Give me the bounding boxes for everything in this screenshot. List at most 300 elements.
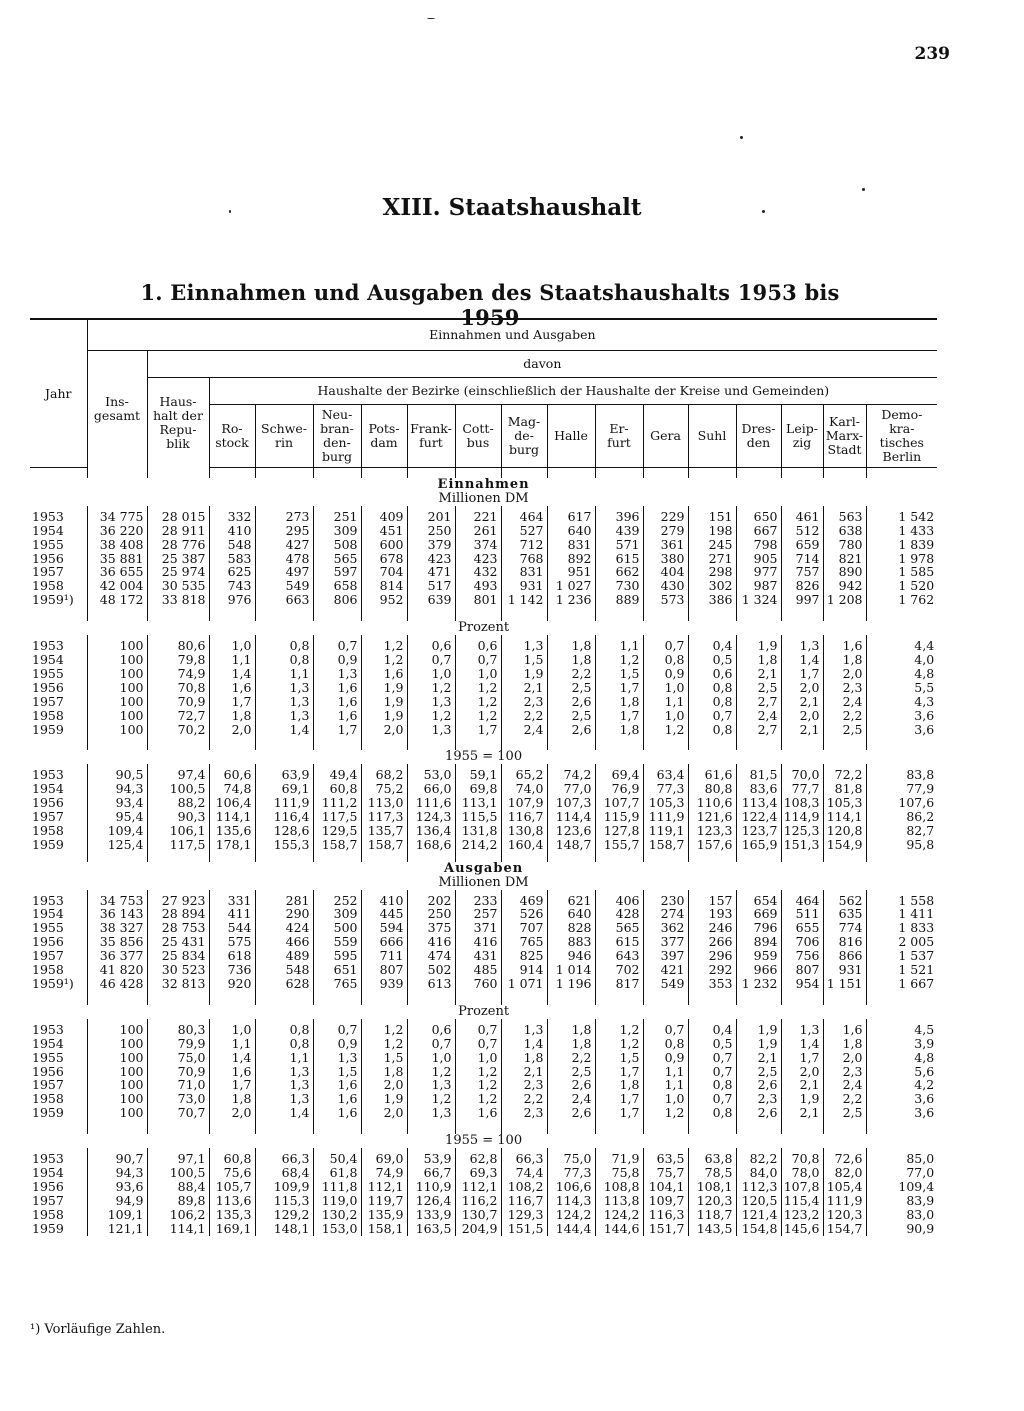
- spacer-cell: [313, 991, 361, 1005]
- data-cell: 667: [736, 524, 781, 538]
- data-cell: 430: [643, 579, 688, 593]
- spacer-cell: [501, 1120, 547, 1134]
- data-cell: 1,7: [781, 667, 823, 681]
- data-cell: 105,4: [823, 1180, 866, 1194]
- spacer-cell: [147, 852, 209, 862]
- data-cell: 100: [87, 653, 147, 667]
- data-cell: 35 856: [87, 935, 147, 949]
- spacer-cell: [501, 736, 547, 750]
- header-region-berlin: Demo- kra- tisches Berlin: [866, 405, 937, 468]
- data-cell: 94,3: [87, 1166, 147, 1180]
- spacer-cell: [30, 1120, 87, 1134]
- spacer-cell: [30, 736, 87, 750]
- data-cell: 144,6: [595, 1222, 643, 1236]
- data-cell: 1 833: [866, 921, 937, 935]
- data-cell: 1,8: [209, 709, 255, 723]
- data-cell: 0,7: [643, 1023, 688, 1037]
- data-cell: 1 537: [866, 949, 937, 963]
- data-cell: 148,7: [547, 838, 595, 852]
- data-cell: 25 974: [147, 565, 209, 579]
- data-cell: 120,3: [688, 1194, 736, 1208]
- data-cell: 889: [595, 593, 643, 607]
- data-cell: 1 839: [866, 538, 937, 552]
- spacer-cell: [209, 607, 255, 621]
- data-cell: 976: [209, 593, 255, 607]
- data-cell: 410: [209, 524, 255, 538]
- row-year: 1957: [32, 1077, 64, 1093]
- data-cell: 493: [455, 579, 501, 593]
- data-cell: 1,1: [209, 653, 255, 667]
- data-cell: 74,8: [209, 782, 255, 796]
- data-cell: 1,9: [361, 709, 407, 723]
- data-cell: 2,2: [501, 709, 547, 723]
- data-cell: 0,7: [688, 1092, 736, 1106]
- data-cell: 375: [407, 921, 455, 935]
- data-cell: 478: [255, 552, 313, 566]
- spacer-cell: [866, 1120, 937, 1134]
- data-cell: 1,4: [781, 1037, 823, 1051]
- section-unit: [30, 621, 937, 635]
- data-cell: 106,2: [147, 1208, 209, 1222]
- data-cell: 466: [255, 935, 313, 949]
- data-cell: 66,3: [501, 1152, 547, 1166]
- data-cell: 3,6: [866, 723, 937, 737]
- data-cell: 28 911: [147, 524, 209, 538]
- data-cell: 69,1: [255, 782, 313, 796]
- data-cell: 34 753: [87, 894, 147, 908]
- data-cell: 1,8: [823, 653, 866, 667]
- data-cell: 618: [209, 949, 255, 963]
- data-cell: 5,6: [866, 1065, 937, 1079]
- data-cell: 1 978: [866, 552, 937, 566]
- data-cell: 4,5: [866, 1023, 937, 1037]
- data-cell: 1,4: [209, 1051, 255, 1065]
- data-cell: 2,1: [501, 681, 547, 695]
- data-cell: 274: [643, 907, 688, 921]
- data-cell: 0,8: [255, 1023, 313, 1037]
- spacer-cell: [643, 991, 688, 1005]
- data-cell: 50,4: [313, 1152, 361, 1166]
- data-cell: 1,1: [643, 1078, 688, 1092]
- row-year: 1956: [32, 1063, 64, 1079]
- data-cell: 2,3: [823, 1065, 866, 1079]
- data-cell: 1 521: [866, 963, 937, 977]
- data-cell: 281: [255, 894, 313, 908]
- data-cell: 1,7: [595, 1106, 643, 1120]
- data-cell: 246: [688, 921, 736, 935]
- data-cell: 82,0: [823, 1166, 866, 1180]
- data-cell: 124,3: [407, 810, 455, 824]
- data-cell: 28 776: [147, 538, 209, 552]
- data-cell: 108,3: [781, 796, 823, 810]
- data-cell: 0,9: [643, 1051, 688, 1065]
- data-cell: 75,0: [147, 1051, 209, 1065]
- spacer-cell: [688, 1120, 736, 1134]
- data-cell: 377: [643, 935, 688, 949]
- table-row: [30, 894, 937, 908]
- spacer-cell: [255, 1120, 313, 1134]
- data-cell: 46 428: [87, 977, 147, 991]
- section-unit: [30, 1134, 937, 1148]
- data-cell: 831: [501, 565, 547, 579]
- header-region-neubrandenburg: Neu- bran- den- burg: [313, 405, 361, 468]
- data-cell: 193: [688, 907, 736, 921]
- data-cell: 119,1: [643, 824, 688, 838]
- data-cell: 114,9: [781, 810, 823, 824]
- data-cell: 38 327: [87, 921, 147, 935]
- spacer-cell: [147, 1120, 209, 1134]
- data-cell: 90,9: [866, 1222, 937, 1236]
- data-cell: 1 232: [736, 977, 781, 991]
- spacer-cell: [781, 736, 823, 750]
- data-cell: 80,3: [147, 1023, 209, 1037]
- data-cell: 1 027: [547, 579, 595, 593]
- spacer-cell: [30, 852, 87, 862]
- data-cell: 380: [643, 552, 688, 566]
- spacer-cell: [209, 1120, 255, 1134]
- row-year: 1958: [32, 822, 64, 838]
- data-cell: 100,5: [147, 1166, 209, 1180]
- data-cell: 302: [688, 579, 736, 593]
- spacer-cell: [87, 852, 147, 862]
- header-year: Jahr: [30, 319, 87, 468]
- data-cell: 883: [547, 935, 595, 949]
- data-cell: 110,6: [688, 796, 736, 810]
- data-cell: 63,4: [643, 768, 688, 782]
- data-cell: 123,7: [736, 824, 781, 838]
- data-cell: 1,5: [313, 1065, 361, 1079]
- data-cell: 1,8: [736, 653, 781, 667]
- data-cell: 77,3: [643, 782, 688, 796]
- data-cell: 410: [361, 894, 407, 908]
- data-cell: 2,6: [547, 1078, 595, 1092]
- data-cell: 757: [781, 565, 823, 579]
- data-cell: 1 196: [547, 977, 595, 991]
- data-cell: 80,6: [147, 639, 209, 653]
- data-cell: 2,4: [501, 723, 547, 737]
- data-cell: 60,8: [209, 1152, 255, 1166]
- data-cell: 3,6: [866, 1092, 937, 1106]
- data-cell: 2,0: [361, 1106, 407, 1120]
- data-cell: 1,8: [361, 1065, 407, 1079]
- spacer-cell: [87, 736, 147, 750]
- section-unit-cell: Millionen DM: [438, 490, 529, 506]
- data-cell: 155,3: [255, 838, 313, 852]
- data-cell: 116,4: [255, 810, 313, 824]
- data-cell: 1 585: [866, 565, 937, 579]
- table-row: [30, 935, 937, 949]
- spacer-cell: [87, 607, 147, 621]
- spacer-row: [30, 607, 937, 621]
- data-cell: 396: [595, 510, 643, 524]
- data-cell: 108,8: [595, 1180, 643, 1194]
- spacer-cell: [547, 1120, 595, 1134]
- data-cell: 2,5: [736, 681, 781, 695]
- data-cell: 76,9: [595, 782, 643, 796]
- data-cell: 1,0: [643, 681, 688, 695]
- data-cell: 942: [823, 579, 866, 593]
- data-cell: 736: [209, 963, 255, 977]
- data-cell: 816: [823, 935, 866, 949]
- spacer-cell: [209, 991, 255, 1005]
- data-cell: 1,2: [643, 1106, 688, 1120]
- data-cell: 1,3: [255, 1078, 313, 1092]
- data-cell: 625: [209, 565, 255, 579]
- spacer-cell: [455, 991, 501, 1005]
- data-cell: 233: [455, 894, 501, 908]
- chapter-title: XIII. Staatshaushalt: [382, 194, 642, 221]
- row-year: 1955: [32, 920, 64, 936]
- spacer-cell: [147, 736, 209, 750]
- data-cell: 663: [255, 593, 313, 607]
- data-cell: 116,7: [501, 810, 547, 824]
- spacer-cell: [781, 991, 823, 1005]
- data-cell: 2,1: [736, 667, 781, 681]
- data-cell: 353: [688, 977, 736, 991]
- data-cell: 113,1: [455, 796, 501, 810]
- data-cell: 33 818: [147, 593, 209, 607]
- data-cell: 1,1: [255, 1051, 313, 1065]
- data-cell: 68,2: [361, 768, 407, 782]
- data-cell: 128,6: [255, 824, 313, 838]
- data-cell: 27 923: [147, 894, 209, 908]
- data-cell: 595: [313, 949, 361, 963]
- row-year: 1959: [32, 1105, 64, 1121]
- data-cell: 760: [455, 977, 501, 991]
- header-davon: davon: [147, 351, 937, 378]
- section-unit-cell: Millionen DM: [438, 874, 529, 890]
- data-cell: 638: [823, 524, 866, 538]
- header-einnahmen-ausgaben: Einnahmen und Ausgaben: [87, 319, 937, 351]
- data-cell: 1,0: [209, 639, 255, 653]
- data-cell: 1,7: [595, 709, 643, 723]
- data-cell: 25 431: [147, 935, 209, 949]
- data-cell: 706: [781, 935, 823, 949]
- data-cell: 136,4: [407, 824, 455, 838]
- spacer-cell: [407, 991, 455, 1005]
- data-cell: 158,7: [313, 838, 361, 852]
- data-cell: 361: [643, 538, 688, 552]
- data-cell: 62,8: [455, 1152, 501, 1166]
- data-cell: 120,8: [823, 824, 866, 838]
- data-cell: 88,2: [147, 796, 209, 810]
- data-cell: 421: [643, 963, 688, 977]
- data-cell: 362: [643, 921, 688, 935]
- data-cell: 68,4: [255, 1166, 313, 1180]
- data-cell: 202: [407, 894, 455, 908]
- scan-speck: [862, 188, 865, 191]
- data-cell: 125,4: [87, 838, 147, 852]
- data-cell: 1,7: [209, 695, 255, 709]
- section-heading-cell: Ausgaben: [443, 860, 524, 876]
- header-region-erfurt: Er- furt: [595, 405, 643, 468]
- data-cell: 97,4: [147, 768, 209, 782]
- data-cell: 77,3: [547, 1166, 595, 1180]
- spacer-cell: [255, 468, 313, 479]
- table-row: [30, 667, 937, 681]
- data-cell: 130,7: [455, 1208, 501, 1222]
- data-cell: 1,2: [455, 695, 501, 709]
- data-cell: 2,0: [361, 1078, 407, 1092]
- table-row: [30, 1166, 937, 1180]
- data-cell: 1,2: [361, 1023, 407, 1037]
- data-cell: 100: [87, 667, 147, 681]
- table-row: [30, 1037, 937, 1051]
- data-cell: 198: [688, 524, 736, 538]
- data-cell: 0,8: [643, 1037, 688, 1051]
- data-cell: 72,2: [823, 768, 866, 782]
- data-cell: 0,8: [255, 639, 313, 653]
- data-cell: 63,9: [255, 768, 313, 782]
- data-cell: 221: [455, 510, 501, 524]
- data-cell: 114,1: [823, 810, 866, 824]
- data-cell: 825: [501, 949, 547, 963]
- table-row: [30, 796, 937, 810]
- data-cell: 2,2: [501, 1092, 547, 1106]
- data-cell: 1,2: [455, 1078, 501, 1092]
- data-cell: 1,2: [455, 681, 501, 695]
- row-year: 1956: [32, 934, 64, 950]
- data-cell: 655: [781, 921, 823, 935]
- data-cell: 1,4: [255, 723, 313, 737]
- data-cell: 4,0: [866, 653, 937, 667]
- footnote: ¹) Vorläufige Zahlen.: [30, 1322, 166, 1337]
- spacer-cell: [361, 468, 407, 479]
- data-cell: 807: [781, 963, 823, 977]
- spacer-cell: [823, 1120, 866, 1134]
- data-cell: 70,0: [781, 768, 823, 782]
- data-cell: 544: [209, 921, 255, 935]
- data-cell: 290: [255, 907, 313, 921]
- data-cell: 28 894: [147, 907, 209, 921]
- data-cell: 201: [407, 510, 455, 524]
- data-cell: 131,8: [455, 824, 501, 838]
- spacer-cell: [209, 468, 255, 479]
- data-cell: 298: [688, 565, 736, 579]
- data-cell: 123,3: [688, 824, 736, 838]
- data-cell: 0,6: [407, 639, 455, 653]
- data-cell: 2,5: [736, 1065, 781, 1079]
- data-cell: 432: [455, 565, 501, 579]
- data-cell: 117,3: [361, 810, 407, 824]
- header-region-leipzig: Leip- zig: [781, 405, 823, 468]
- spacer-cell: [30, 468, 87, 479]
- data-cell: 74,0: [501, 782, 547, 796]
- data-cell: 49,4: [313, 768, 361, 782]
- data-cell: 1,6: [313, 681, 361, 695]
- data-cell: 1,4: [501, 1037, 547, 1051]
- data-cell: 135,3: [209, 1208, 255, 1222]
- data-cell: 575: [209, 935, 255, 949]
- spacer-cell: [30, 991, 87, 1005]
- data-cell: 571: [595, 538, 643, 552]
- data-cell: 1,3: [255, 695, 313, 709]
- data-cell: 2,0: [823, 667, 866, 681]
- data-cell: 61,6: [688, 768, 736, 782]
- data-cell: 1,8: [595, 695, 643, 709]
- spacer-row: [30, 736, 937, 750]
- data-cell: 2,0: [361, 723, 407, 737]
- data-cell: 2,5: [547, 1065, 595, 1079]
- data-cell: 597: [313, 565, 361, 579]
- data-cell: 122,4: [736, 810, 781, 824]
- spacer-cell: [255, 991, 313, 1005]
- table-row: [30, 977, 937, 991]
- data-cell: 74,9: [147, 667, 209, 681]
- data-cell: 82,2: [736, 1152, 781, 1166]
- data-cell: 615: [595, 552, 643, 566]
- spacer-cell: [313, 607, 361, 621]
- row-year: 1954: [32, 1164, 64, 1180]
- data-cell: 1,8: [547, 1023, 595, 1037]
- data-cell: 526: [501, 907, 547, 921]
- data-cell: 2,5: [547, 709, 595, 723]
- spacer-cell: [688, 607, 736, 621]
- data-cell: 966: [736, 963, 781, 977]
- data-cell: 1,2: [407, 1065, 455, 1079]
- row-year: 1958: [32, 707, 64, 723]
- data-cell: 111,9: [643, 810, 688, 824]
- data-cell: 168,6: [407, 838, 455, 852]
- data-cell: 730: [595, 579, 643, 593]
- data-cell: 120,3: [823, 1208, 866, 1222]
- data-cell: 497: [255, 565, 313, 579]
- data-cell: 1 208: [823, 593, 866, 607]
- data-cell: 82,7: [866, 824, 937, 838]
- data-cell: 80,8: [688, 782, 736, 796]
- spacer-cell: [823, 607, 866, 621]
- data-cell: 2,6: [547, 695, 595, 709]
- data-cell: 107,8: [781, 1180, 823, 1194]
- data-cell: 25 387: [147, 552, 209, 566]
- data-cell: 28 015: [147, 510, 209, 524]
- data-cell: 77,7: [781, 782, 823, 796]
- data-cell: 640: [547, 907, 595, 921]
- data-cell: 106,1: [147, 824, 209, 838]
- data-cell: 0,4: [688, 1023, 736, 1037]
- spacer-cell: [313, 1120, 361, 1134]
- spacer-cell: [407, 1120, 455, 1134]
- data-cell: 0,6: [455, 639, 501, 653]
- data-cell: 439: [595, 524, 643, 538]
- data-cell: 0,8: [688, 1078, 736, 1092]
- data-cell: 828: [547, 921, 595, 935]
- section-unit: [30, 876, 937, 890]
- spacer-cell: [595, 736, 643, 750]
- data-cell: 1,2: [455, 709, 501, 723]
- data-cell: 0,7: [688, 1051, 736, 1065]
- section-unit-cell: 1955 = 100: [445, 749, 523, 765]
- data-cell: 214,2: [455, 838, 501, 852]
- data-cell: 106,4: [209, 796, 255, 810]
- data-cell: 118,7: [688, 1208, 736, 1222]
- data-cell: 743: [209, 579, 255, 593]
- data-cell: 866: [823, 949, 866, 963]
- header-region-potsdam: Pots- dam: [361, 405, 407, 468]
- data-cell: 105,7: [209, 1180, 255, 1194]
- table-row: [30, 565, 937, 579]
- data-cell: 427: [255, 538, 313, 552]
- header-republik: Haus- halt der Repu- blik: [147, 378, 209, 468]
- data-cell: 84,0: [736, 1166, 781, 1180]
- data-cell: 100: [87, 723, 147, 737]
- spacer-cell: [866, 607, 937, 621]
- data-cell: 111,2: [313, 796, 361, 810]
- data-cell: 801: [455, 593, 501, 607]
- data-cell: 110,9: [407, 1180, 455, 1194]
- data-cell: 1,9: [781, 1092, 823, 1106]
- row-year: 1953: [32, 1151, 64, 1167]
